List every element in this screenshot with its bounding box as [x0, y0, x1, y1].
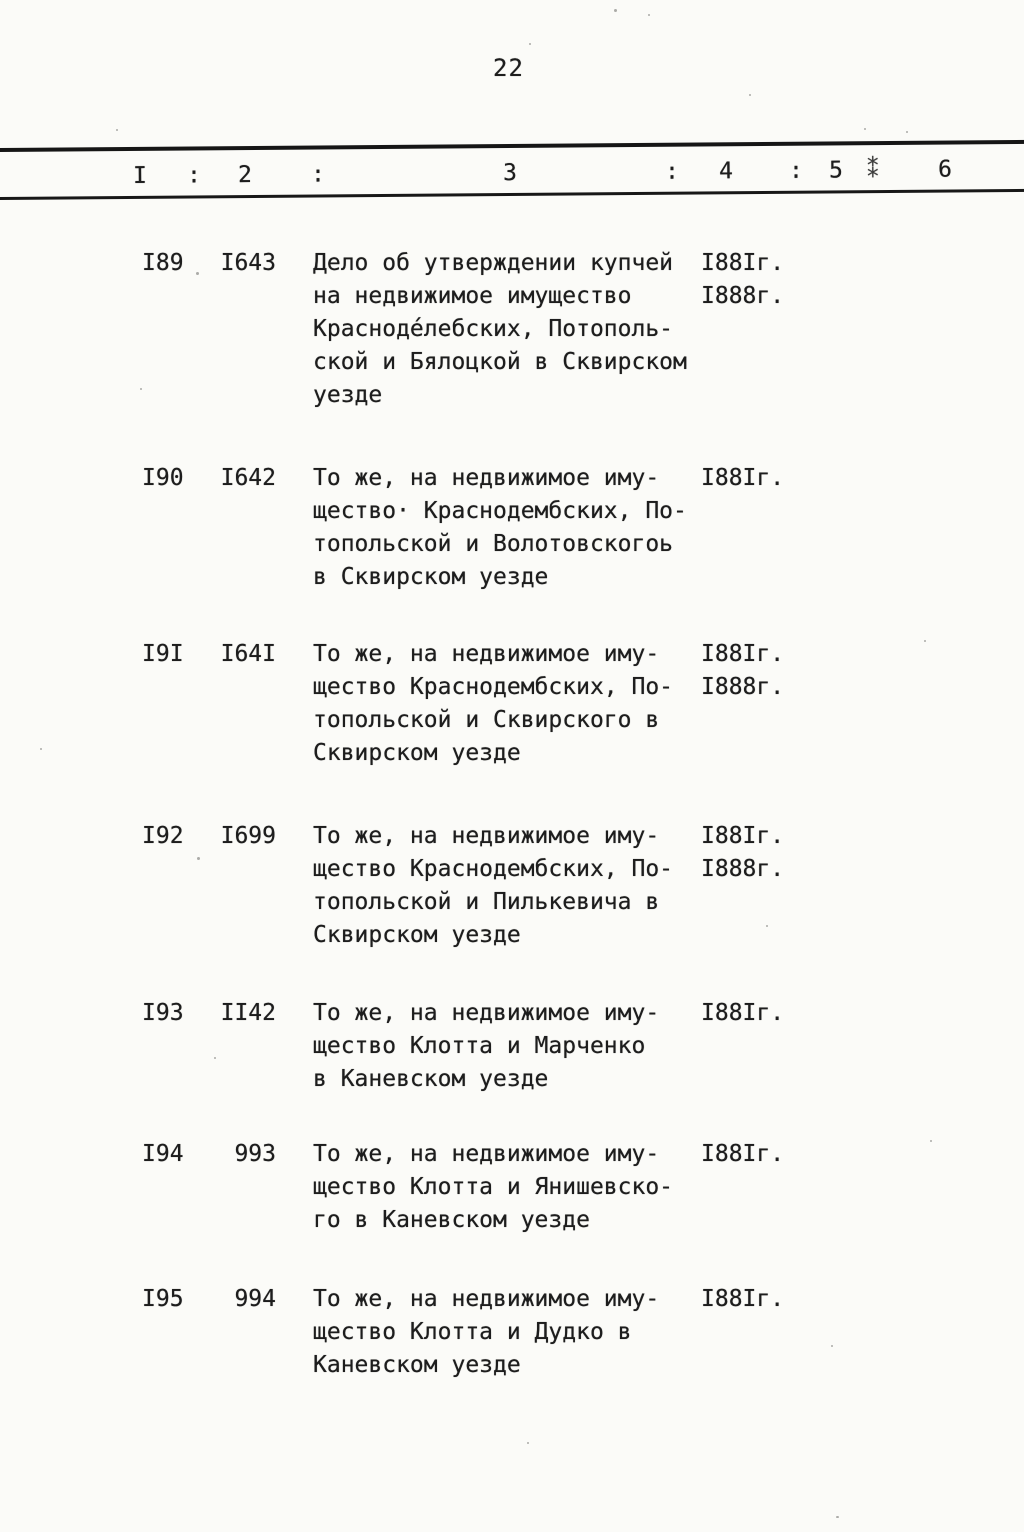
page-number: 22 [493, 54, 524, 82]
entry-description [313, 462, 723, 594]
header-col-6: 6 [937, 156, 952, 183]
date-line: I888г. [701, 283, 785, 309]
header-separator: : [310, 161, 325, 188]
description-line: в Сквирском уезде [313, 564, 549, 590]
header-separator: : [186, 162, 201, 189]
description-line: на недвижимое имущество [313, 283, 632, 309]
date-line: I88Iг. [701, 1141, 785, 1167]
scan-speck [930, 1140, 932, 1142]
scan-speck [40, 748, 42, 750]
entry-old-number: I643 [220, 250, 276, 276]
entry-old-number: II42 [220, 1000, 276, 1026]
entry-old-number: 994 [234, 1286, 276, 1312]
description-line: топольской и Сквирского в [313, 707, 660, 733]
header-col-2: 2 [237, 162, 252, 189]
table-header [0, 140, 1024, 200]
scan-speck [749, 94, 751, 96]
description-line: в Каневском уезде [313, 1066, 549, 1092]
description-line: щество Клотта и Дудко в [313, 1319, 632, 1345]
date-line: I88Iг. [701, 1286, 785, 1312]
description-line: го в Каневском уезде [313, 1207, 590, 1233]
description-line: Каневском уезде [313, 1352, 521, 1378]
date-line: I88Iг. [701, 1000, 785, 1026]
header-col-4: 4 [718, 158, 733, 185]
header-col-1: I [132, 162, 147, 189]
header-col-5: 5 [828, 157, 843, 184]
entry-number: I9I [142, 641, 184, 667]
description-line: Сквирском уезде [313, 740, 521, 766]
description-line: ской и Бялоцкой в Сквирском [313, 349, 687, 375]
entry-dates [701, 1138, 831, 1171]
entry-old-number: I699 [220, 823, 276, 849]
description-line: Дело об утверждении купчей [313, 250, 674, 276]
date-line: I88Iг. [701, 465, 785, 491]
entry-description [313, 247, 723, 412]
header-separator: : [664, 158, 679, 185]
scan-speck [196, 272, 199, 275]
entry-dates [701, 997, 831, 1030]
entry-dates [701, 1283, 831, 1316]
scan-speck [116, 129, 118, 131]
date-line: I88Iг. [701, 823, 785, 849]
scan-speck [906, 131, 908, 133]
header-separator-smudged: ⁑ [866, 157, 879, 184]
entry-old-number: I642 [220, 465, 276, 491]
description-line: щество Клотта и Янишевско- [313, 1174, 674, 1200]
description-line: топольской и Пилькевича в [313, 889, 660, 915]
description-line: То же, на недвижимое иму- [313, 641, 660, 667]
scan-speck [140, 388, 142, 390]
entry-dates [701, 638, 831, 704]
description-line: щество Краснодембских, По- [313, 674, 674, 700]
entry-number: I89 [142, 250, 184, 276]
description-line: топольской и Волотовскогоь [313, 531, 674, 557]
description-line: То же, на недвижимое иму- [313, 1141, 660, 1167]
scan-speck [924, 640, 926, 642]
entry-old-number: 993 [234, 1141, 276, 1167]
entry-description [313, 1283, 723, 1382]
entry-description [313, 638, 723, 770]
scan-speck [648, 14, 650, 16]
scan-speck [836, 1516, 839, 1518]
scan-speck [831, 1345, 833, 1347]
description-line: щество· Краснодембских, По- [313, 498, 687, 524]
header-separator: : [788, 157, 803, 184]
description-line: То же, на недвижимое иму- [313, 823, 660, 849]
description-line: То же, на недвижимое иму- [313, 1286, 660, 1312]
scan-speck [529, 43, 531, 45]
entry-old-number: I64I [220, 641, 276, 667]
header-col-3: 3 [502, 159, 517, 187]
scan-speck [766, 925, 768, 927]
entry-description [313, 997, 723, 1096]
description-line: Сквирском уезде [313, 922, 521, 948]
description-line: То же, на недвижимое иму- [313, 1000, 660, 1026]
description-line: уезде [313, 382, 383, 408]
scan-speck [197, 857, 200, 860]
entry-description [313, 820, 723, 952]
date-line: I88Iг. [701, 250, 785, 276]
entry-dates [701, 462, 831, 495]
entry-number: I92 [142, 823, 184, 849]
scan-speck [214, 1057, 216, 1059]
entry-number: I94 [142, 1141, 184, 1167]
entry-number: I95 [142, 1286, 184, 1312]
scan-speck [527, 1442, 529, 1444]
description-line: щество Клотта и Марченко [313, 1033, 646, 1059]
entry-description [313, 1138, 723, 1237]
entry-dates [701, 820, 831, 886]
entry-dates [701, 247, 831, 313]
scan-speck [864, 128, 866, 130]
entry-number: I93 [142, 1000, 184, 1026]
date-line: I888г. [701, 674, 785, 700]
description-line: Красноде́лебских, Потополь- [313, 316, 674, 342]
description-line: щество Краснодембских, По- [313, 856, 674, 882]
date-line: I888г. [701, 856, 785, 882]
date-line: I88Iг. [701, 641, 785, 667]
scan-speck [614, 9, 617, 12]
description-line: То же, на недвижимое иму- [313, 465, 660, 491]
entry-number: I90 [142, 465, 184, 491]
